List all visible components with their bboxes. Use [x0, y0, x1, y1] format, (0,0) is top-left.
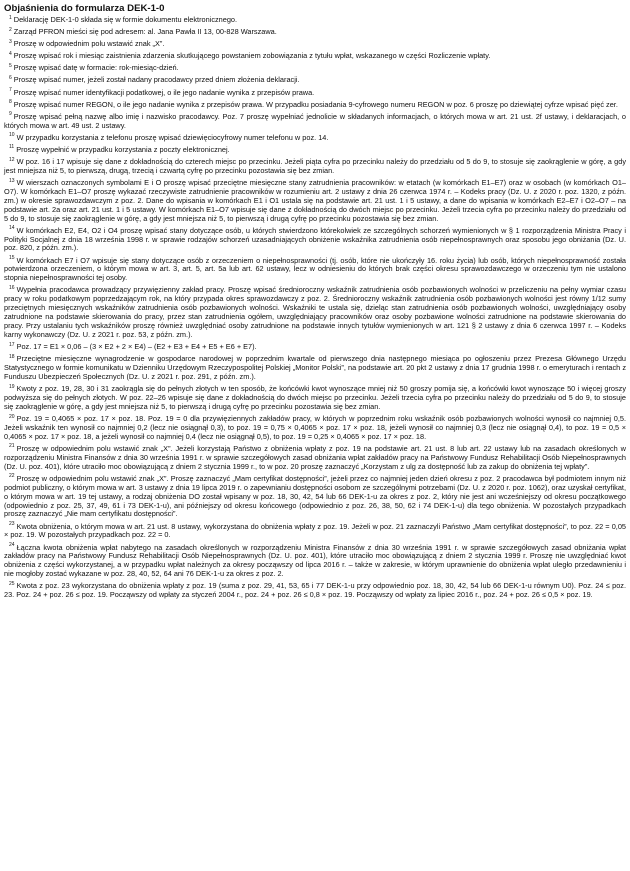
footnote-3	[4, 40, 626, 49]
footnote-9	[4, 113, 626, 131]
footnote-12	[4, 158, 626, 176]
footnote-22	[4, 475, 626, 520]
footnote-5	[4, 64, 626, 73]
footnote-number: 7	[9, 87, 12, 94]
footnote-text: Poz. 17 = E1 × 0,06 – (3 × E2 + 2 × E4) – (E2 + E3 + E4 + E5 + E6 + E7).	[16, 342, 257, 352]
footnote-number: 22	[9, 473, 15, 480]
footnote-number: 9	[9, 111, 12, 118]
footnote-number: 12	[9, 156, 15, 163]
footnote-text: Proszę w odpowiednim polu wstawić znak „X”.	[13, 39, 165, 49]
footnote-text: Wypełnia pracodawca prowadzący przywięzienny zakład pracy. Proszę wpisać średnioroczny wskaźnik zatrudnienia osób pozbawionych wolności w przeliczeniu na pełny wymiar czasu pracy w roku podatkowym poprzedzającym rok, na który przypada okres sprawozdawczy z poz. 2. Średnioroczny wskaźnik zatrudnienia osób pozbawionych wolności jest równy 1/12 sumy przeciętnych miesięcznych wskaźników zatrudnienia osób pozbawionych wolności. Wskaźniki te ustala się, dzieląc stan zatrudnienia osób pozbawionych wolności, uwzględniający osoby zatrudnione na podstawie skierowania do pracy, przez stan zatrudnienia ogółem, uwzględniający pracowników oraz osoby pozbawione wolności zatrudnione na podstawie skierowania do pracy. Przy ustalaniu tych wskaźników proszę również uwzględniać osoby zatrudnione na podstawie innych tytułów wymienionych w art. 121 § 2 ustawy z dnia 6 czerwca 1997 r. – Kodeks karny wykonawczy (Dz. U. z 2021 r. poz. 53, z późn. zm.).	[4, 285, 626, 339]
footnote-25	[4, 582, 626, 600]
footnote-number: 10	[9, 132, 15, 139]
footnote-number: 25	[9, 580, 15, 587]
footnote-19	[4, 385, 626, 412]
footnote-number: 6	[9, 75, 12, 82]
footnote-24	[4, 544, 626, 580]
footnote-7	[4, 89, 626, 98]
footnote-text: W poz. 16 i 17 wpisuje się dane z dokładnością do czterech miejsc po przecinku. Jeżeli piąta cyfra po przecinku należy do przedziału od 5 do 9, to stosuje się zaokrąglenie w górę, a gdy jest mniejsza niż 5, to pierwszą, drugą, trzecią i czwartą cyfrę po przecinku pozostawia się bez zmian.	[4, 156, 626, 175]
footnote-text: Proszę w odpowiednim polu wstawić znak „X”. Proszę zaznaczyć „Mam certyfikat dostępności”, jeżeli przez co najmniej jeden dzień okresu z poz. 2 pracodawca był podmiotem innym niż podmiot publiczny, o którym mowa w art. 3 ustawy z dnia 19 lipca 2019 r. o zapewnianiu dostępności osobom ze szczególnymi potrzebami (Dz. U. z 2020 r. poz. 1062), oraz uzyskał certyfikat, o którym mowa w art. 19 tej ustawy, a rodzaj obniżenia DO został wpisany w poz. 18, 30, 42, 54 lub 66 DEK-1-u za okres z poz. 2, który nie jest ani wcześniejszy od okresu początkowego (odpowiednio z poz. 25, 37, 49, 61 i 73 DEK-1-u), ani późniejszy od okresu końcowego (odpowiednio z poz. 26, 38, 50, 62 i 74 DEK-1-u) dla tego obniżenia. W pozostałych przypadkach proszę zaznaczyć „Nie mam certyfikatu dostępności”.	[4, 473, 626, 519]
footnote-text: Łączna kwota obniżenia wpłat nabytego na zasadach określonych w rozporządzeniu Ministra Finansów z dnia 30 września 1991 r. w sprawie szczegółowych zasad obniżania wpłat zakładów pracy na Państwowy Fundusz Rehabilitacji Osób Niepełnosprawnych (Dz. U. poz. 401), które utraciło moc obowiązującą z dniem 2 stycznia 1999 r. Proszę nie uwzględniać kwot obniżenia z części wykorzystanej, a w przypadku wpłat należnych za okresy począwszy od lipca 2016 r. – także w zakresie, w którym uprawnienie do obniżenia wpłat uległo przedawnieniu i nie mogłoby zostać wykazane w poz. 28, 40, 52, 64 ani 76 DEK-1-u za okres z poz. 2.	[4, 542, 626, 579]
footnote-text: W komórkach E2, E4, O2 i O4 proszę wpisać stany dotyczące osób, u których stwierdzono którekolwiek ze szczególnych schorzeń wymienionych w § 1 rozporządzenia Ministra Pracy i Polityki Socjalnej z dnia 18 września 1998 r. w sprawie rodzajów schorzeń uzasadniających obniżenie wskaźnika zatrudnienia osób niepełnosprawnych oraz sposobu jego obniżania (Dz. U. poz. 820, z późn. zm.).	[4, 225, 626, 253]
footnote-text: Proszę w odpowiednim polu wstawić znak „X”. Jeżeli korzystają Państwo z obniżenia wpłaty z poz. 19 na podstawie art. 21 ust. 8 lub art. 22 ustawy lub na zasadach określonych w rozporządzeniu Ministra Finansów z dnia 30 września 1991 r. w sprawie szczegółowych zasad obniżania wpłat zakładów pracy na Państwowy Fundusz Rehabilitacji Osób Niepełnosprawnych (Dz. U. poz. 401), które utraciło moc obowiązującą z dniem 2 stycznia 1999 r., to w poz. 20 proszę zaznaczyć „Korzystam z ulg za dostępność lub za zakup do obniżenia tej wpłaty”.	[4, 443, 626, 471]
footnote-14	[4, 227, 626, 254]
notes-list	[4, 16, 626, 600]
footnote-number: 4	[9, 50, 12, 57]
footnote-23	[4, 523, 626, 541]
footnote-number: 18	[9, 353, 15, 360]
footnote-number: 13	[9, 177, 15, 184]
footnote-number: 1	[9, 14, 12, 21]
footnote-text: Kwota obniżenia, o którym mowa w art. 21 ust. 8 ustawy, wykorzystana do obniżenia wpłaty z poz. 19. Jeżeli w poz. 21 zaznaczyli Państwo „Mam certyfikat dostępności”, to poz. 22 = 0,05 × poz. 19. W pozostałych przypadkach poz. 22 = 0.	[4, 521, 626, 540]
footnote-number: 11	[9, 144, 15, 151]
footnote-text: Proszę wpisać numer, jeżeli został nadany pracodawcy przed dniem złożenia deklaracji.	[13, 75, 300, 85]
footnote-text: W wierszach oznaczonych symbolami E i O proszę wpisać przeciętne miesięczne stany zatrudnienia pracowników: w etatach (w komórkach E1–E7) oraz w osobach (w komórkach O1–O7). W komórkach E1–O7 proszę wykazać rzeczywiste zatrudnienie pracowników w rozumieniu art. 2 ustawy z dnia 26 czerwca 1974 r. – Kodeks pracy (Dz. U. z 2020 r. poz. 1320, z późn. zm.) w okresie sprawozdawczym z poz. 2. Dane do wpisania w komórkach E1 i O1 ustala się na podstawie art. 21 ust. 1 i 5 ustawy, a dane do wpisania w komórkach E2–E7 i O2–O7 – na podstawie art. 2a oraz art. 21 ust. 1 i 5 ustawy. W komórkach E1–O7 wpisuje się dane z dokładnością do dwóch miejsc po przecinku. Jeżeli trzecia cyfra po przecinku należy do przedziału od 5 do 9, to stosuje się zaokrąglenie w górę, a gdy jest mniejsza niż 5, to pierwszą i drugą cyfrę po przecinku pozostawia się bez zmian.	[4, 177, 626, 223]
footnote-text: W przypadku korzystania z telefonu proszę wpisać dziewięciocyfrowy numer telefonu w poz. 14.	[16, 132, 329, 142]
footnote-11	[4, 146, 626, 155]
footnote-number: 20	[9, 413, 15, 420]
footnote-number: 16	[9, 285, 15, 292]
footnote-number: 23	[9, 521, 15, 528]
footnote-4	[4, 52, 626, 61]
footnote-text: Proszę wypełnić w przypadku korzystania z poczty elektronicznej.	[16, 144, 230, 154]
footnote-text: Kwoty z poz. 19, 28, 30 i 31 zaokrągla się do pełnych złotych w ten sposób, że końcówki kwot wynoszące mniej niż 50 groszy pomija się, a końcówki kwot wynoszące 50 i więcej groszy podwyższa się do pełnych złotych. W poz. 22–26 wpisuje się dane z dokładnością do dwóch miejsc po przecinku. Jeżeli trzecia cyfra po przecinku należy do przedziału od 5 do 9, to stosuje się zaokrąglenie w górę, a gdy jest mniejsza niż 5, to pierwszą i drugą cyfrę po przecinku pozostawia się bez zmian.	[4, 384, 626, 411]
footnote-text: Proszę wpisać rok i miesiąc zaistnienia zdarzenia skutkującego powstaniem zobowiązania z tytułu wpłat, wskazanego w części Rozliczenie wpłaty.	[13, 51, 491, 61]
footnote-1	[4, 16, 626, 25]
footnote-20	[4, 415, 626, 442]
footnote-text: Proszę wpisać datę w formacie: rok-miesiąc-dzień.	[13, 63, 179, 73]
footnote-21	[4, 445, 626, 472]
footnote-8	[4, 101, 626, 110]
footnote-text: Kwota z poz. 23 wykorzystana do obniżenia wpłaty z poz. 19 (suma z poz. 29, 41, 53, 65 i 77 DEK-1-u przy odpowiednio poz. 18, 30, 42, 54 lub 66 DEK-1-u równym U0). Poz. 24 ≤ poz. 23. Poz. 24 + poz. 26 ≤ poz. 19. Począwszy od wpłaty za styczeń 2004 r., poz. 24 + poz. 26 ≤ 0,8 × poz. 19. Począwszy od wpłaty za lipiec 2016 r., poz. 24 + poz. 26 ≤ 0,5 × poz. 19.	[4, 581, 626, 600]
footnote-number: 17	[9, 341, 15, 348]
footnote-text: Proszę wpisać numer identyfikacji podatkowej, o ile jego nadanie wynika z przepisów prawa.	[13, 87, 315, 97]
footnote-text: Przeciętne miesięczne wynagrodzenie w gospodarce narodowej w poprzednim kwartale od pierwszego dnia następnego miesiąca po ogłoszeniu przez Prezesa Głównego Urzędu Statystycznego w formie komunikatu w Dzienniku Urzędowym Rzeczypospolitej Polskiej „Monitor Polski”, na podstawie art. 20 pkt 2 ustawy z dnia 17 grudnia 1998 r. o emeryturach i rentach z Funduszu Ubezpieczeń Społecznych (Dz. U. z 2021 r. poz. 291, z późn. zm.).	[4, 354, 626, 381]
footnote-text: Proszę wpisać numer REGON, o ile jego nadanie wynika z przepisów prawa. W przypadku posiadania 9-cyfrowego numeru REGON w poz. 6 proszę po dziewiątej cyfrze wpisać pięć zer.	[13, 99, 618, 109]
footnote-number: 21	[9, 443, 15, 450]
footnote-text: Zarząd PFRON mieści się pod adresem: al. Jana Pawła II 13, 00-828 Warszawa.	[13, 27, 277, 37]
document-title: Objaśnienia do formularza DEK-1-0	[4, 3, 165, 14]
footnote-number: 2	[9, 26, 12, 33]
footnote-number: 3	[9, 38, 12, 45]
footnote-13	[4, 179, 626, 224]
footnote-text: W komórkach E7 i O7 wpisuje się stany dotyczące osób z orzeczeniem o niepełnosprawności (tj. osób, które nie ukończyły 16. roku życia) lub osób, których niepełnosprawność została potwierdzona orzeczeniem, o którym mowa w art. 3, art. 5, art. 5a lub art. 62 ustawy, lecz w odniesieniu do których brak części okresu sprawozdawczego w orzeczeniu tym nie ustalono stopnia niepełnosprawności tej osoby.	[4, 255, 626, 283]
footnote-2	[4, 28, 626, 37]
footnote-15	[4, 257, 626, 284]
footnote-text: Poz. 19 = 0,4065 × poz. 17 × poz. 18. Poz. 19 = 0 dla przywięziennych zakładów pracy, w których w poprzednim roku wskaźnik osób pozbawionych wolności wynosił co najmniej 0,5. Jeżeli wskaźnik ten wynosił co najmniej 0,2 (lecz nie osiągnął 0,3), to poz. 19 = 0,75 × 0,4065 × poz. 17 × poz. 18, jeżeli wynosił co najmniej 0,3 (lecz nie osiągnął 0,4), to poz. 19 = 0,5 × 0,4065 × poz. 17 × poz. 18, a jeżeli wynosił co najmniej 0,4 (lecz nie osiągnął 0,5), to poz. 19 = 0,25 × 0,4065 × poz. 17 × poz. 18.	[4, 414, 626, 441]
footnote-text: Deklarację DEK-1-0 składa się w formie dokumentu elektronicznego.	[13, 15, 238, 24]
footnote-number: 14	[9, 225, 15, 232]
footnote-6	[4, 76, 626, 85]
footnote-number: 24	[9, 542, 15, 549]
footnote-10	[4, 134, 626, 143]
footnote-number: 8	[9, 99, 12, 106]
footnote-number: 5	[9, 62, 12, 69]
footnote-17	[4, 343, 626, 352]
footnote-16	[4, 286, 626, 339]
footnote-number: 15	[9, 255, 15, 262]
footnote-18	[4, 355, 626, 382]
footnote-number: 19	[9, 383, 15, 390]
footnote-text: Proszę wpisać pełną nazwę albo imię i nazwisko pracodawcy. Poz. 7 proszę wypełniać jednolicie w składanych informacjach, o których mowa w art. 21 ust. 2f ustawy, i deklaracjach, o których mowa w art. 49 ust. 2 ustawy.	[4, 111, 626, 130]
